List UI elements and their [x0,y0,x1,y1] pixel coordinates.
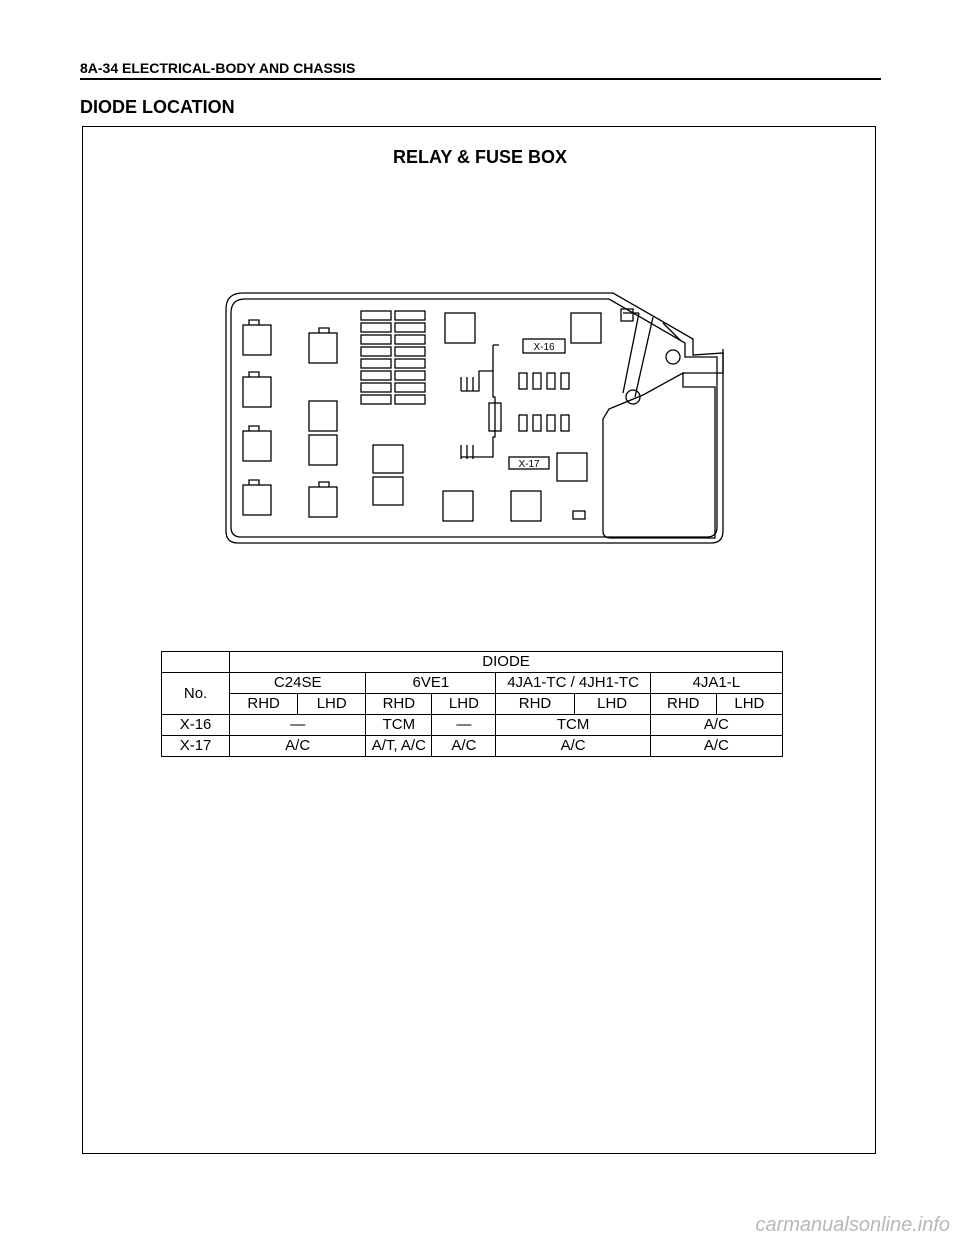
relay-9 [373,445,403,473]
relay-11 [445,313,475,343]
side-header: RHD [366,694,432,715]
table-row [162,736,783,757]
x17-label: X-17 [518,459,540,470]
watermark: carmanualsonline.info [755,1214,950,1236]
relay-5 [309,333,337,363]
relay-13 [511,491,541,521]
relay-4 [243,485,271,515]
relay-6 [309,401,337,431]
table-row [162,652,783,673]
fusible-link [623,313,681,397]
relay-3 [243,431,271,461]
diode-header: DIODE [230,652,783,673]
row-no: X-16 [162,715,230,736]
diode-table [161,651,783,757]
small-fuse [573,511,585,519]
diagram-title: RELAY & FUSE BOX [392,147,568,167]
fuse-column-right [395,311,425,404]
side-header: LHD [716,694,782,715]
terminal-bolt-2 [666,350,680,364]
relay-7 [309,435,337,465]
cell: A/C [432,736,496,757]
relay-1 [243,325,271,355]
page-header: 8A-34 ELECTRICAL-BODY AND CHASSIS [80,60,881,80]
section-title: DIODE LOCATION [80,97,235,117]
cell: A/C [650,715,782,736]
row-no: X-17 [162,736,230,757]
mini-fuse-row-lower [519,415,569,431]
side-header: LHD [298,694,366,715]
bus-bar [461,345,499,457]
side-header: LHD [432,694,496,715]
figure-frame [82,126,876,1154]
cell: A/T, A/C [366,736,432,757]
x16-label: X-16 [533,342,555,353]
cell: A/C [496,736,650,757]
mini-fuse-row-upper [519,373,569,389]
model-header: 4JA1-L [650,673,782,694]
no-header: No. [162,673,230,715]
relay-15 [557,453,587,481]
corner-cell [162,652,230,673]
cell: A/C [230,736,366,757]
relay-8 [309,487,337,517]
housing-inner-outline [231,299,717,537]
relay-2 [243,377,271,407]
side-header: RHD [230,694,298,715]
relay-fuse-box-diagram [83,127,877,647]
cell: — [230,715,366,736]
side-header: LHD [574,694,650,715]
model-header: 4JA1-TC / 4JH1-TC [496,673,650,694]
cell: TCM [366,715,432,736]
cell: TCM [496,715,650,736]
side-header: RHD [496,694,574,715]
side-header: RHD [650,694,716,715]
table-row [162,694,783,715]
cell: — [432,715,496,736]
right-wing [603,373,715,538]
table-row [162,715,783,736]
fuse-column-left [361,311,391,404]
table-row [162,673,783,694]
relay-10 [373,477,403,505]
model-header: 6VE1 [366,673,496,694]
relay-14 [571,313,601,343]
cell: A/C [650,736,782,757]
model-header: C24SE [230,673,366,694]
relay-12 [443,491,473,521]
